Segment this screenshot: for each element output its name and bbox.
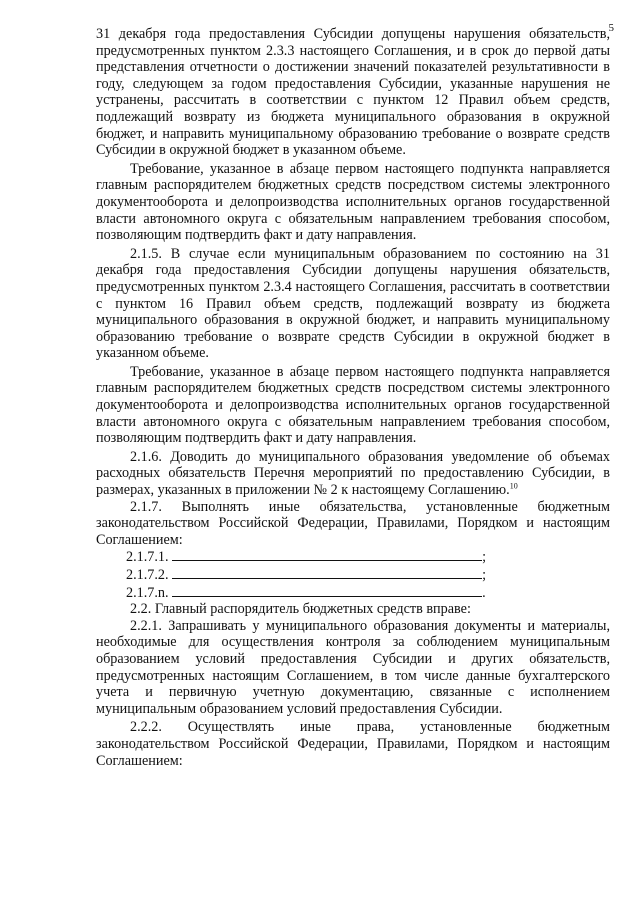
blank-item-2-1-7-n: [96, 584, 610, 602]
paragraph-requirement-delivery-2: Требование, указанное в абзаце первом настоящего подпункта направляется главным распорядителем бюджетных средств посредством системы электронного документооборота и делопроизводства исполнительных органов государственной власти автономного округа с обязательным направлением требования способом, позволяющим подтвердить факт и дату направления.: [96, 363, 610, 447]
paragraph-2-1-7: 2.1.7. Выполнять иные обязательства, установленные бюджетным законодательством Российской Федерации, Правилами, Порядком и настоящим Соглашением:: [96, 498, 610, 548]
blank-item-label: 2.1.7.n.: [126, 584, 169, 601]
paragraph-2-1-6-text: 2.1.6. Доводить до муниципального образования уведомление об объемах расходных обязательств Перечня мероприятий по предоставлению Субсидии, в размерах, указанных в приложении № 2 к настоящему Соглашению.: [96, 448, 610, 499]
footnote-marker: 10: [509, 481, 518, 491]
paragraph-2-2: 2.2. Главный распорядитель бюджетных средств вправе:: [130, 601, 471, 618]
blank-item-suffix: ;: [482, 549, 487, 566]
blank-field-line: [172, 548, 482, 561]
blank-item-suffix: .: [482, 584, 486, 601]
paragraph-2-2-1: 2.2.1. Запрашивать у муниципального образования документы и материалы, необходимые для осуществления контроля за соблюдением муниципальным образованием условий предоставления Субсидии и других обязательств, предусмотренных настоящим Соглашением, в том числе данные бухгалтерского учета и первичную учетную документацию, связанные с исполнением муниципальным образованием условий предоставления Субсидии.: [96, 617, 610, 717]
paragraph-2-1-6: [96, 449, 610, 499]
blank-item-label: 2.1.7.2.: [126, 567, 169, 583]
blank-item-suffix: ;: [482, 567, 487, 583]
paragraph-requirement-delivery: Требование, указанное в абзаце первом настоящего подпункта направляется главным распорядителем бюджетных средств посредством системы электронного документооборота и делопроизводства исполнительных органов государственной власти автономного округа с обязательным направлением требования способом, позволяющим подтвердить факт и дату направления.: [96, 160, 610, 244]
paragraph-2-2-2: 2.2.2. Осуществлять иные права, установленные бюджетным законодательством Российской Федерации, Правилами, Порядком и настоящим Соглашением:: [96, 719, 610, 769]
page-number: 5: [608, 22, 614, 34]
blank-item-2-1-7-2: [96, 566, 610, 584]
blank-field-line: [172, 584, 482, 597]
paragraph-2-1-5: 2.1.5. В случае если муниципальным образованием по состоянию на 31 декабря года предоставления Субсидии допущены нарушения обязательств, предусмотренных пунктом 2.3.4 настоящего Соглашения, рассчитать в соответствии с пунктом 16 Правил объем средств, подлежащий возврату из бюджета муниципального образования в окружной бюджет, и направить муниципальному образованию требование о возврате средств Субсидии в окружной бюджет в указанном объеме.: [96, 245, 610, 362]
blank-item-2-1-7-1: [96, 548, 610, 566]
blank-item-label: 2.1.7.1.: [126, 549, 169, 566]
blank-field-line: [172, 566, 482, 579]
paragraph-obligation-violation: 31 декабря года предоставления Субсидии допущены нарушения обязательств, предусмотренных пунктом 2.3.3 настоящего Соглашения, и в срок до первой даты представления отчетности о достижении значений показателей результативности в году, следующем за годом предоставления Субсидии, указанные нарушения не устранены, рассчитать в соответствии с пунктом 12 Правил объем средств, подлежащий возврату из бюджета муниципального образования в окружной бюджет, и направить муниципальному образованию требование о возврате средств Субсидии в окружной бюджет в указанном объеме.: [96, 26, 610, 159]
